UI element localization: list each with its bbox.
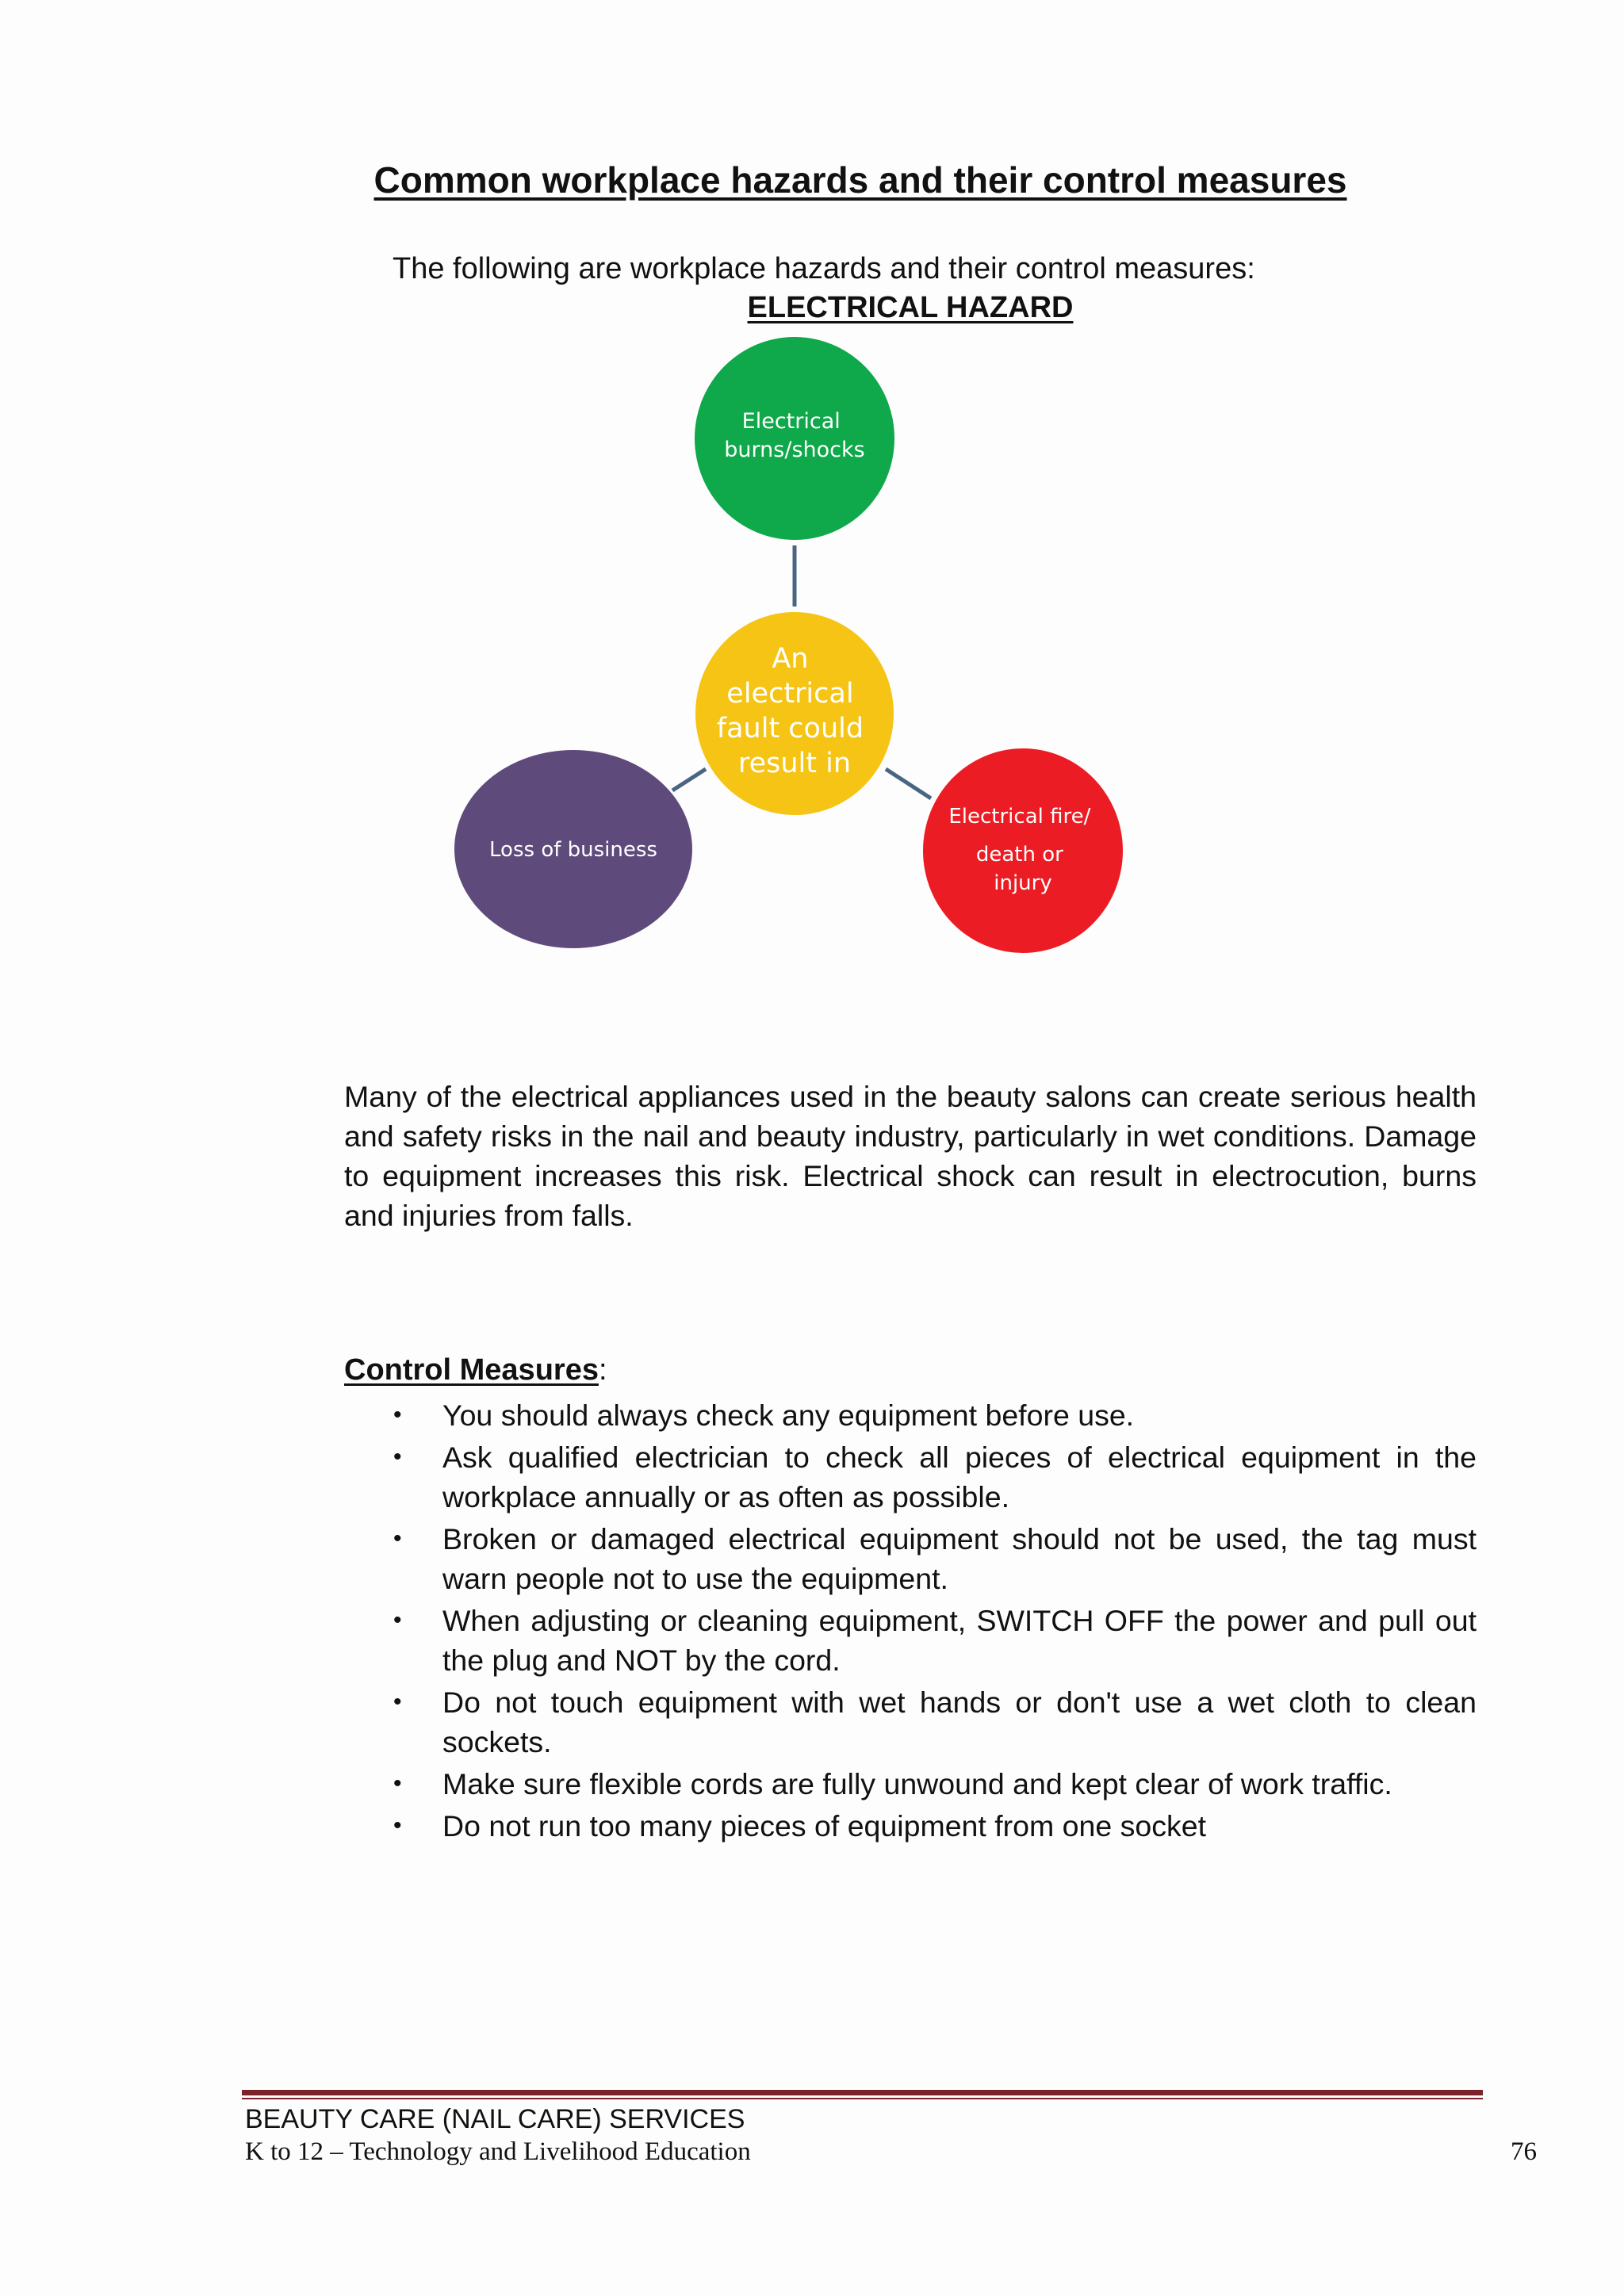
list-item: [344, 1437, 1477, 1517]
footer-program: K to 12 – Technology and Livelihood Education: [245, 2137, 751, 2166]
list-item-text: Do not touch equipment with wet hands or don't use a wet cloth to clean sockets.: [442, 1686, 1477, 1758]
control-measures-heading: [344, 1353, 607, 1387]
list-item-text: You should always check any equipment before use.: [442, 1399, 1135, 1432]
list-item-text: Make sure flexible cords are fully unwound and kept clear of work traffic.: [442, 1767, 1392, 1800]
section-heading: ELECTRICAL HAZARD: [747, 291, 1074, 324]
connector-right: [886, 769, 931, 798]
bullet-icon: •: [393, 1402, 402, 1428]
list-item-text: Ask qualified electrician to check all pieces of electrical equipment in the workplace annually or as often as possible.: [442, 1441, 1477, 1513]
control-measures-list: [344, 1395, 1477, 1848]
node-left-text: Loss of business: [489, 838, 657, 862]
list-item-text: Do not run too many pieces of equipment from one socket: [442, 1809, 1207, 1843]
hazard-diagram: [428, 325, 1158, 975]
footer-course-title: BEAUTY CARE (NAIL CARE) SERVICES: [245, 2104, 745, 2134]
page-title: Common workplace hazards and their control measures: [373, 159, 1347, 201]
footer-rule: [242, 2090, 1483, 2095]
page-number: 76: [1511, 2137, 1537, 2166]
node-center-text: An electrical fault could result in: [716, 643, 864, 779]
bullet-icon: •: [393, 1812, 402, 1839]
footer-rule-thin: [242, 2098, 1483, 2099]
bullet-icon: •: [393, 1525, 402, 1552]
electrical-hazard-paragraph: Many of the electrical appliances used in the beauty salons can create serious health and safety risks in the nail and beauty industry, particularly in wet conditions. Damage to equipment increases this risk. Electrical shock can result in electrocution, burns and injuries from falls.: [344, 1080, 1477, 1232]
bullet-icon: •: [393, 1689, 402, 1715]
bullet-icon: •: [393, 1444, 402, 1470]
intro-text: The following are workplace hazards and their control measures:: [393, 252, 1255, 285]
node-top-text: Electrical burns/shocks: [724, 409, 865, 462]
list-item: [344, 1519, 1477, 1598]
node-right-text: Electrical fire/ death or injury: [948, 805, 1091, 895]
bullet-icon: •: [393, 1607, 402, 1633]
list-item: [344, 1806, 1477, 1846]
list-item: [344, 1764, 1477, 1804]
list-item: [344, 1682, 1477, 1762]
bullet-icon: •: [393, 1770, 402, 1797]
control-measures-colon: :: [598, 1353, 607, 1387]
list-item-text: Broken or damaged electrical equipment should not be used, the tag must warn people not to use the equipment.: [442, 1522, 1477, 1595]
list-item: [344, 1601, 1477, 1680]
control-measures-label: Control Measures: [344, 1353, 599, 1387]
connector-left: [672, 769, 706, 790]
list-item-text: When adjusting or cleaning equipment, SWITCH OFF the power and pull out the plug and NOT by the cord.: [442, 1604, 1477, 1677]
list-item: [344, 1395, 1477, 1435]
